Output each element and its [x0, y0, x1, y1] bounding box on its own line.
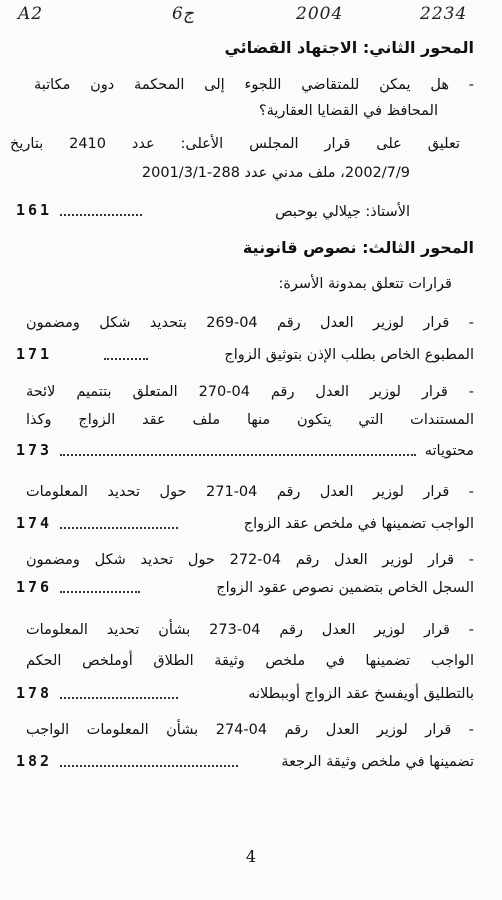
page-number: 174: [16, 514, 53, 532]
question-line-1: - هل يمكن للمتقاضي اللجوء إلى المحكمة دون مكاتبة: [34, 77, 474, 93]
entry-6-line-1: - قرار لوزير العدل رقم 04-274 بشأن المعلومات الواجب: [26, 722, 475, 738]
dot-leader: [60, 454, 416, 456]
dot-leader: [60, 591, 140, 593]
folio-number: 4: [245, 847, 257, 866]
page-number: 176: [16, 578, 53, 596]
entry-6-line-2: تضمينها في ملخص وثيقة الرجعة: [281, 754, 474, 770]
entry-4-line-1: - قرار لوزير العدل رقم 04-272 حول تحديد شكل ومضمون: [26, 552, 474, 568]
entry-2-line-1: - قرار لوزير العدل رقم 04-270 المتعلق بتتميم لائحة: [26, 384, 475, 400]
dot-leader: [60, 214, 142, 216]
author-line: الأستاذ: جيلالي بوحبص: [275, 204, 410, 220]
section-intro: قرارات تتعلق بمدونة الأسرة:: [278, 276, 452, 292]
page-number: 161: [16, 201, 53, 219]
handwritten-note-1: A2: [18, 4, 44, 24]
dot-leader: [60, 697, 178, 699]
entry-1-line-1: - قرار لوزير العدل رقم 04-269 بتحديد شكل ومضمون: [26, 315, 474, 331]
dot-leader: [60, 765, 238, 767]
entry-5-line-3: بالتطليق أويفسخ عقد الزواج أوببطلانه: [248, 686, 474, 702]
page-number: 182: [16, 752, 53, 770]
entry-2-line-3: محتوياته: [424, 443, 474, 459]
entry-5-line-2: الواجب تضمينها في ملخص وثيقة الطلاق أوملخص الحكم: [26, 653, 474, 669]
dot-leader: [60, 527, 178, 529]
entry-3-line-2: الواجب تضمينها في ملخص عقد الزواج: [243, 516, 474, 532]
entry-4-line-2: السجل الخاص بتضمين نصوص عقود الزواج: [216, 580, 474, 596]
page-number: 173: [16, 441, 53, 459]
section-heading-3: المحور الثالث: نصوص قانونية: [242, 238, 474, 257]
handwritten-note-4: 2234: [420, 4, 468, 24]
section-heading-2: المحور الثاني: الاجتهاد القضائي: [224, 38, 474, 57]
page-number: 178: [16, 684, 53, 702]
question-line-2: المحافظ في القضايا العقارية؟: [258, 103, 438, 119]
handwritten-note-2: 6ج: [172, 4, 194, 24]
page-number: 171: [16, 345, 53, 363]
handwritten-note-3: 2004: [296, 4, 344, 24]
dot-leader: [104, 358, 148, 360]
entry-2-line-2: المستندات التي يتكون منها ملف عقد الزواج وكذا: [26, 412, 474, 428]
entry-1-line-2: المطبوع الخاص بطلب الإذن بتوثيق الزواج: [224, 347, 474, 363]
entry-5-line-1: - قرار لوزير العدل رقم 04-273 بشأن تحديد المعلومات: [26, 622, 475, 638]
entry-3-line-1: - قرار لوزير العدل رقم 04-271 حول تحديد المعلومات: [26, 484, 475, 500]
commentary-line-1: تعليق على قرار المجلس الأعلى: عدد 2410 بتاريخ: [10, 136, 460, 152]
commentary-line-2: 2002/7/9، ملف مدني عدد 288-2001/3/1: [141, 165, 410, 181]
